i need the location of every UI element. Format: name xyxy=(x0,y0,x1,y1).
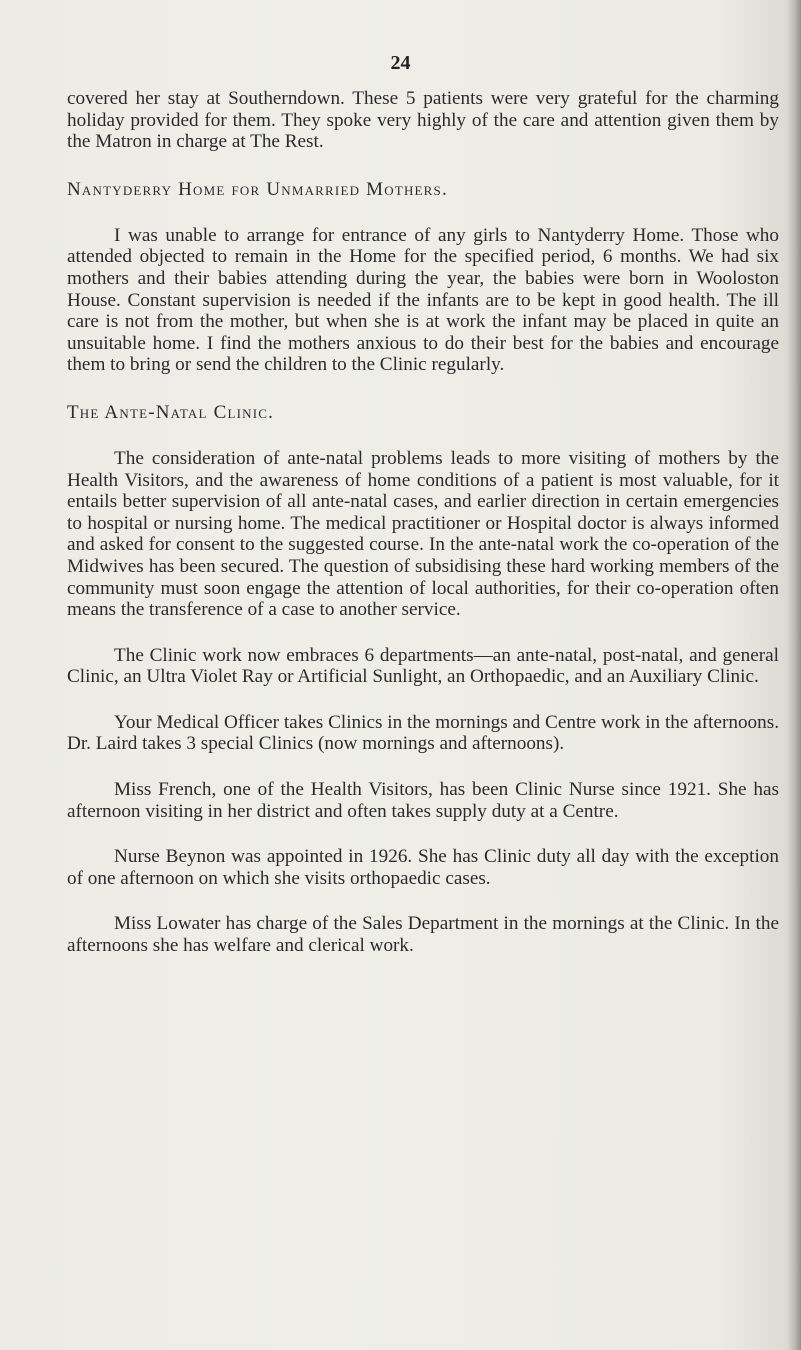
paragraph-clinic-departments: The Clinic work now embraces 6 departments—an ante-natal, post-natal, and general Clinic, an Ultra Violet Ray or Artificial Sunlight, an Orthopaedic, and an Auxiliary Clinic. xyxy=(67,644,779,688)
paragraph-nurse-beynon: Nurse Beynon was appointed in 1926. She has Clinic duty all day with the exception of one afternoon on which she visits orthopaedic cases. xyxy=(67,846,779,889)
heading-nantyderry-home: Nantyderry Home for Unmarried Mothers. xyxy=(67,178,448,200)
page-body xyxy=(67,88,779,957)
paragraph-miss-french: Miss French, one of the Health Visitors, has been Clinic Nurse since 1921. She has afternoon visiting in her district and often takes supply duty at a Centre. xyxy=(67,779,779,822)
page-edge-shadow xyxy=(787,0,801,1350)
paragraph-ante-natal: The consideration of ante-natal problems leads to more visiting of mothers by the Health Visitors, and the awareness of home conditions of a patient is most valuable, for it entails better supervision of all ante-natal cases, and earlier direction in certain emergencies to hospital or nursing home. The medical practitioner or Hospital doctor is always informed and asked for consent to the suggested course. In the ante-natal work the co-operation of the Midwives has been secured. The question of subsidising these hard working members of the community must soon engage the attention of local authorities, for their co-operation often means the transference of a case to another service. xyxy=(67,447,779,621)
paragraph-nantyderry: I was unable to arrange for entrance of any girls to Nantyderry Home. Those who attended objected to remain in the Home for the specified period, 6 months. We had six mothers and their babies attending during the year, the babies were born in Wooloston House. Constant supervision is needed if the infants are to be kept in good health. The ill care is not from the mother, but when she is at work the infant may be placed in quite an unsuitable home. I find the mothers anxious to do their best for the babies and encourage them to bring or send the children to the Clinic regularly. xyxy=(67,224,779,376)
heading-ante-natal-clinic: The Ante-Natal Clinic. xyxy=(67,401,275,423)
paragraph-medical-officer: Your Medical Officer takes Clinics in the mornings and Centre work in the afternoons. Dr. Laird takes 3 special Clinics (now mornings and afternoons). xyxy=(67,711,779,755)
paragraph-continuation: covered her stay at Southerndown. These 5 patients were very grateful for the charming holiday provided for them. They spoke very highly of the care and attention given them by the Matron in charge at The Rest. xyxy=(67,88,779,153)
paragraph-miss-lowater: Miss Lowater has charge of the Sales Department in the mornings at the Clinic. In the afternoons she has welfare and clerical work. xyxy=(67,913,779,957)
page-number: 24 xyxy=(390,52,411,74)
